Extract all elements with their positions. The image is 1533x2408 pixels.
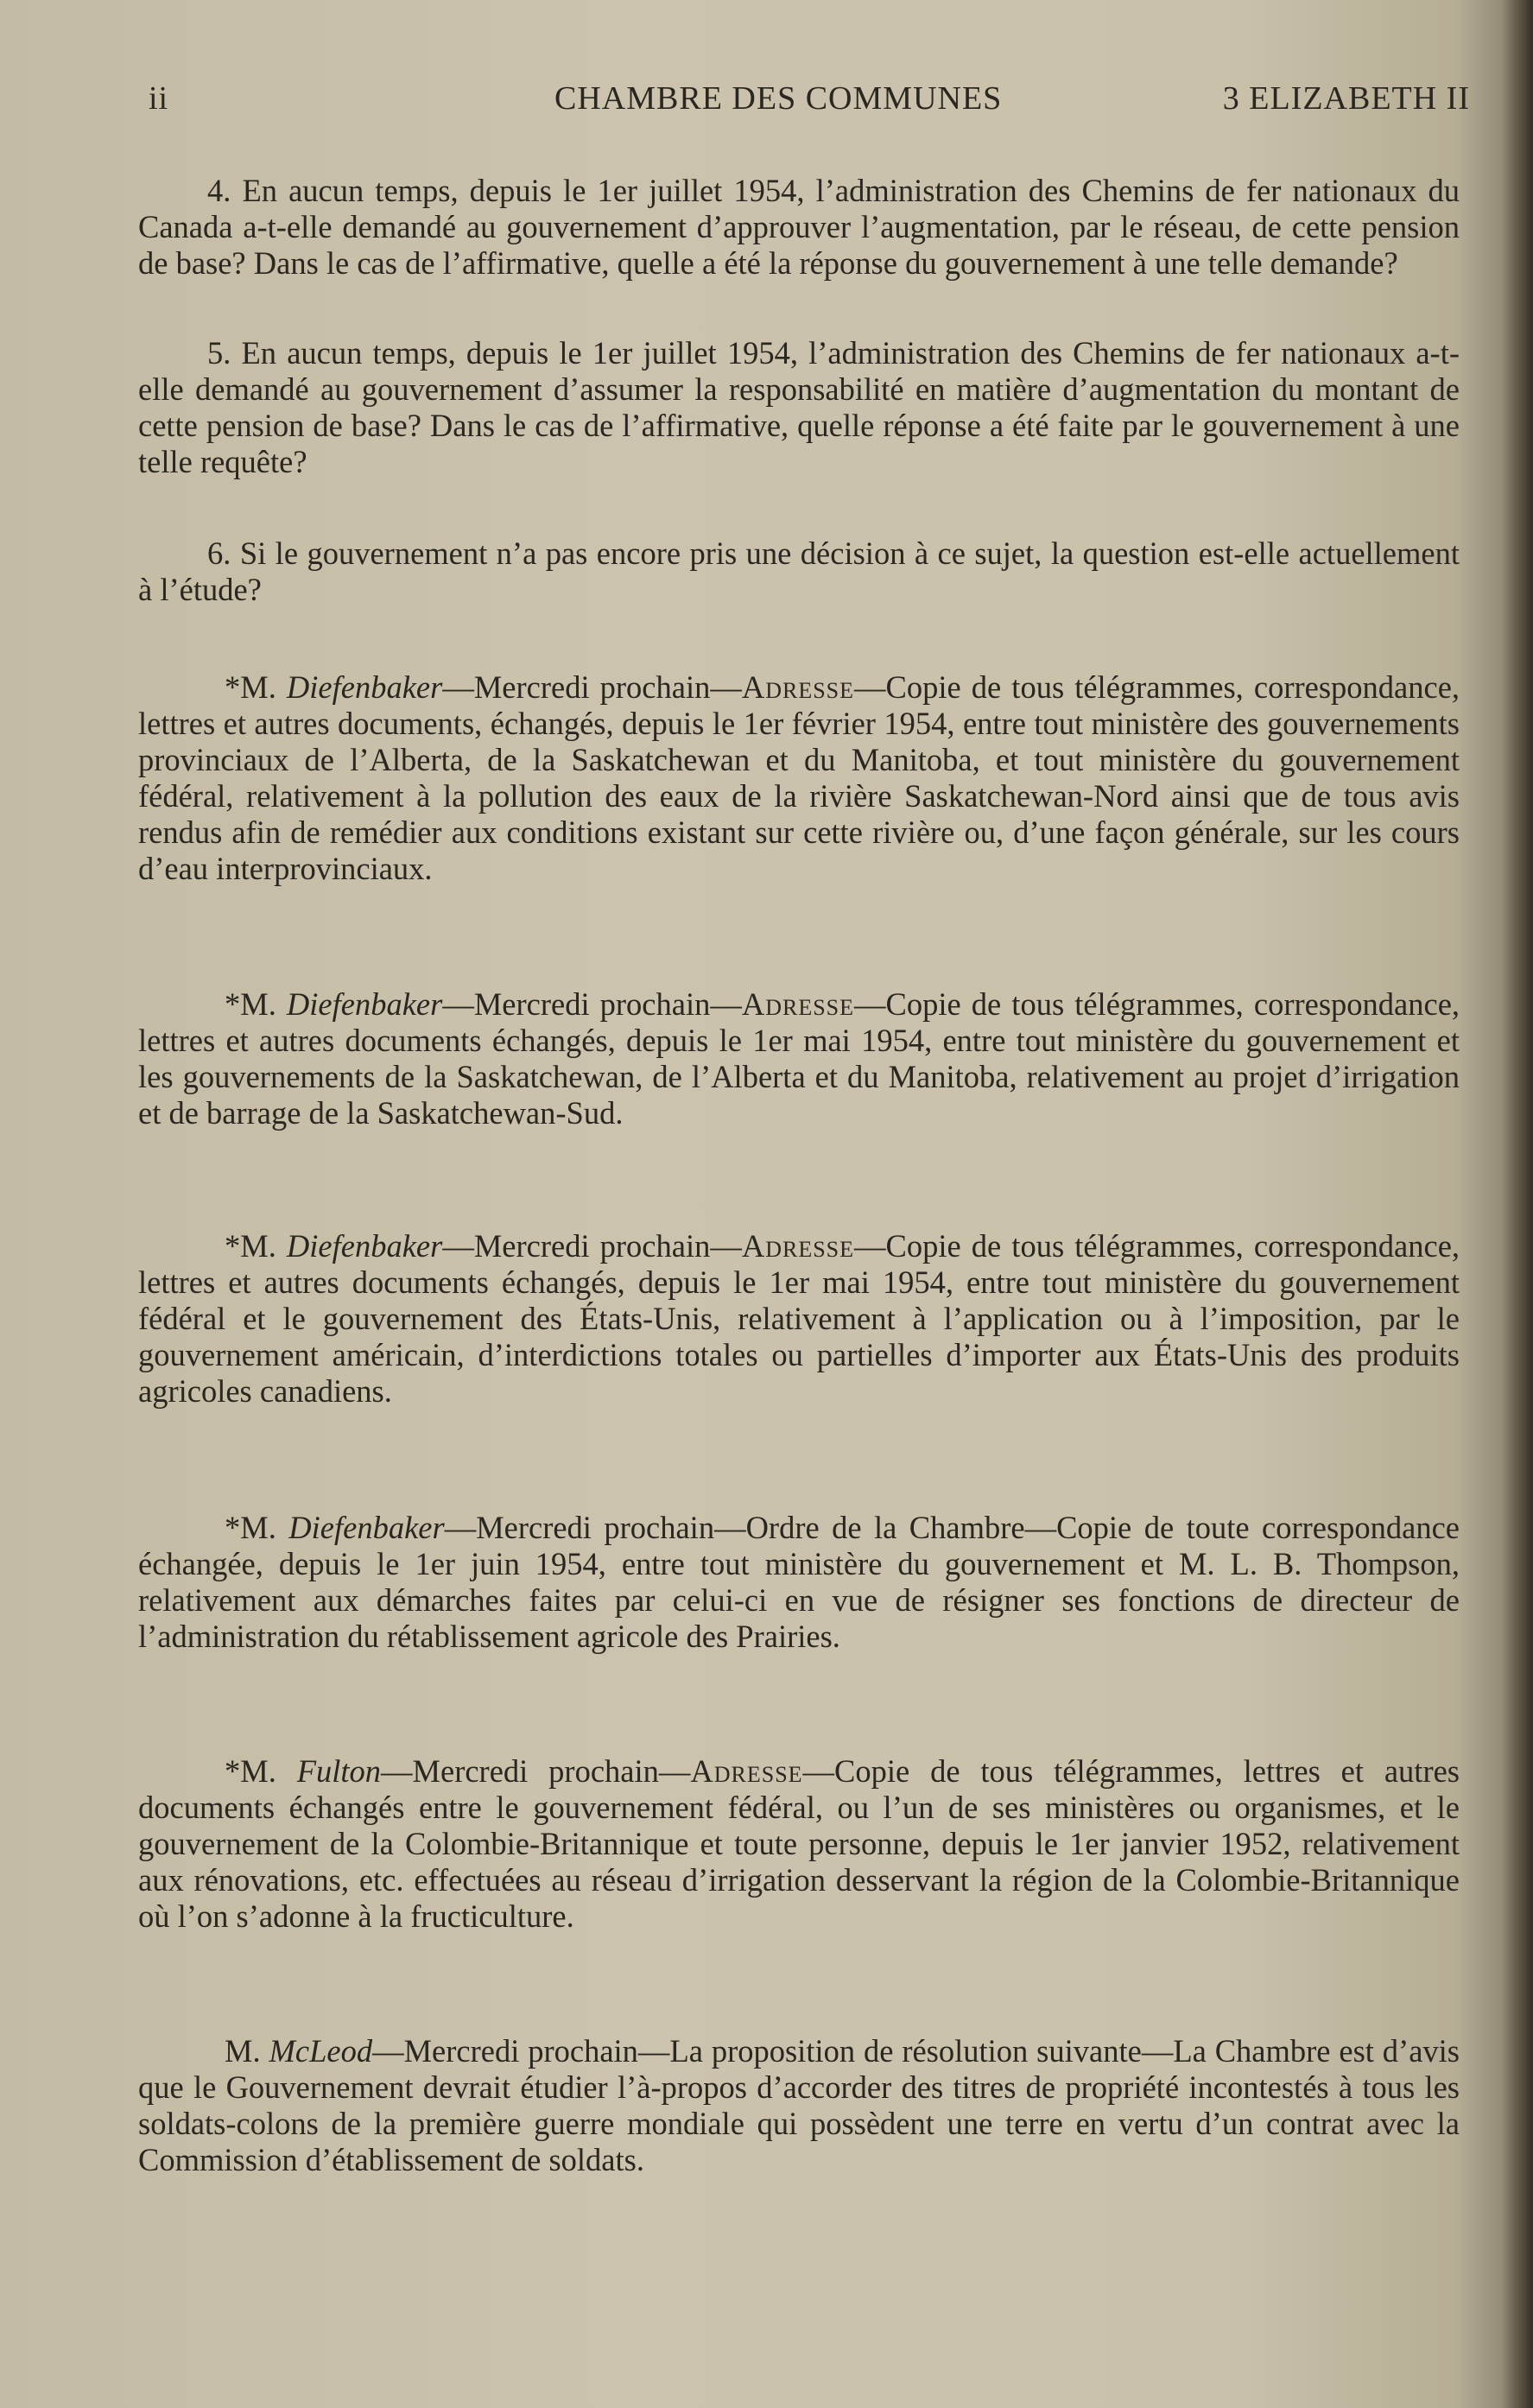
notice-when: —Mercredi prochain—	[372, 2033, 670, 2069]
header-title: CHAMBRE DES COMMUNES	[554, 80, 1003, 117]
notice-kind: Adresse	[741, 1228, 855, 1264]
question-text: En aucun temps, depuis le 1er juillet 1954, l’administration des Chemins de fer nationaux a-t-elle demandé au gouvernement d’assumer la responsabilité en matière d’augmentation du montant de cette pension de base? Dans le cas de l’affirmative, quelle réponse a été faite par le gouvernement à une telle requête?	[138, 335, 1460, 479]
notice-prefix: *M.	[225, 1753, 276, 1789]
page-number: ii	[149, 80, 169, 117]
question-number: 5.	[207, 335, 231, 371]
notice-when: —Mercredi prochain—	[442, 986, 742, 1022]
binding-shadow	[1502, 0, 1533, 2408]
notice-text: La proposition de résolution suivante—La Chambre est d’avis que le Gouvernement devrait étudier l’à-propos d’accorder des titres de propriété incontestés à tous les soldats-colons de la première guerre mondiale qui possèdent une terre en vertu d’un contrat avec la Commission d’établissement de soldats.	[138, 2033, 1460, 2177]
member-name: Diefenbaker	[286, 1228, 443, 1264]
notice-prefix: *M.	[225, 1228, 276, 1264]
notice-when: —Mercredi prochain—	[442, 669, 742, 705]
notice-text: —Copie de tous télégrammes, correspondance, lettres et autres documents, échangés, depuis le 1er février 1954, entre tout ministère des gouvernements provinciaux de l’Alberta, de la Saskatchewan et du Manitoba, et tout ministère du gouvernement fédéral, relativement à la pollution des eaux de la rivière Saskatchewan-Nord ainsi que de tous avis rendus afin de remédier aux conditions existant sur cette rivière ou, d’une façon générale, sur les cours d’eau interprovinciaux.	[138, 669, 1460, 886]
question-number: 6.	[207, 535, 231, 571]
question-4	[138, 173, 1460, 282]
question-text: En aucun temps, depuis le 1er juillet 1954, l’administration des Chemins de fer nationaux du Canada a-t-elle demandé au gouvernement d’approuver l’augmentation, par le réseau, de cette pension de base? Dans le cas de l’affirmative, quelle a été la réponse du gouvernement à une telle demande?	[138, 173, 1460, 281]
notice-when: —Mercredi prochain—	[442, 1228, 742, 1264]
notice-prefix: *M.	[225, 669, 276, 705]
notice-kind: Adresse	[741, 669, 855, 705]
notice-diefenbaker-imports	[138, 1228, 1460, 1410]
member-name: Diefenbaker	[286, 986, 443, 1022]
notice-diefenbaker-irrigation	[138, 986, 1460, 1131]
header-session: 3 ELIZABETH II	[1222, 80, 1470, 117]
notice-text: —Copie de tous télégrammes, lettres et autres documents échangés entre le gouvernement fédéral, ou l’un de ses ministères ou organismes, et le gouvernement de la Colombie-Britannique et toute personne, depuis le 1er janvier 1952, relativement aux rénovations, etc. effectuées au réseau d’irrigation desservant la région de la Colombie-Britannique où l’on s’adonne à la fructiculture.	[138, 1753, 1460, 1934]
member-name: McLeod	[269, 2033, 373, 2069]
question-5	[138, 335, 1460, 480]
question-text: Si le gouvernement n’a pas encore pris une décision à ce sujet, la question est-elle actuellement à l’étude?	[138, 535, 1460, 607]
notice-prefix: *M.	[225, 986, 276, 1022]
question-6	[138, 535, 1460, 608]
notice-prefix: *M.	[225, 1510, 276, 1545]
notice-text: —Copie de tous télégrammes, correspondance, lettres et autres documents échangés, depuis le 1er mai 1954, entre tout ministère du gouvernement fédéral et le gouvernement des États-Unis, relativement à l’application ou à l’imposition, par le gouvernement américain, d’interdictions totales ou partielles d’importer aux États-Unis des produits agricoles canadiens.	[138, 1228, 1460, 1409]
notice-text: Ordre de la Chambre—Copie de toute correspondance échangée, depuis le 1er juin 1954, entre tout ministère du gouvernement et M. L. B. Thompson, relativement aux démarches faites par celui-ci en vue de résigner ses fonctions de directeur de l’administration du rétablissement agricole des Prairies.	[138, 1510, 1460, 1654]
notice-prefix: M.	[225, 2033, 261, 2069]
notice-diefenbaker-thompson	[138, 1510, 1460, 1655]
notice-kind: Adresse	[741, 986, 855, 1022]
notice-when: —Mercredi prochain—	[444, 1510, 746, 1545]
question-number: 4.	[207, 173, 231, 208]
notice-mcleod-resolution	[138, 2033, 1460, 2178]
notice-when: —Mercredi prochain—	[381, 1753, 691, 1789]
notice-text: —Copie de tous télégrammes, correspondance, lettres et autres documents échangés, depuis le 1er mai 1954, entre tout ministère du gouvernement et les gouvernements de la Saskatchewan, de l’Alberta et du Manitoba, relativement au projet d’irrigation et de barrage de la Saskatchewan-Sud.	[138, 986, 1460, 1131]
member-name: Diefenbaker	[286, 669, 443, 705]
notice-diefenbaker-pollution	[138, 669, 1460, 887]
member-name: Diefenbaker	[288, 1510, 445, 1545]
notice-kind: Adresse	[690, 1753, 803, 1789]
running-header	[149, 79, 1470, 131]
member-name: Fulton	[296, 1753, 382, 1789]
notice-fulton-irrigation	[138, 1753, 1460, 1935]
